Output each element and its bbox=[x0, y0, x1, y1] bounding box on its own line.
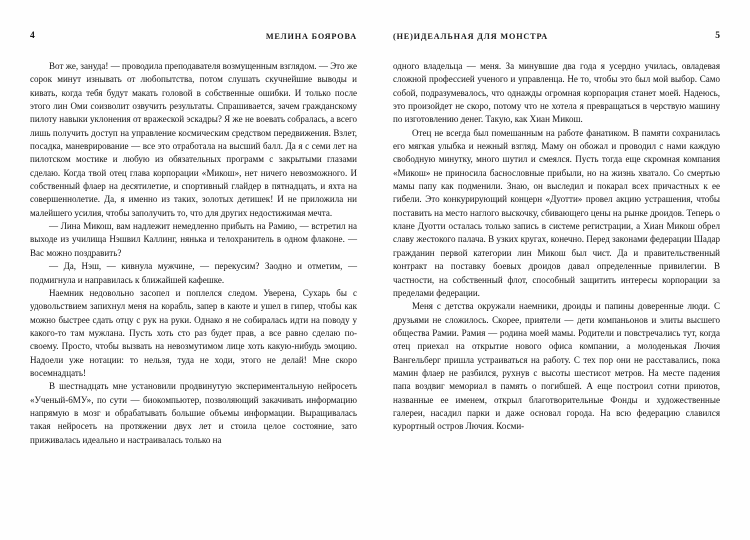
page-number-right: 5 bbox=[715, 31, 720, 41]
paragraph: — Лина Микош, вам надлежит немедленно прибыть на Рамию, — встретил на выходе из училища Нэшвил Каллинг, нянька и телохранитель в одном флаконе. — Вас можно поздравить? bbox=[30, 221, 357, 258]
page-right bbox=[375, 0, 750, 540]
running-head-right bbox=[393, 28, 720, 44]
paragraph: — Да, Нэш, — кивнула мужчине, — перекусим? Заодно и отметим, — подмигнула и направилась к ближайшей кафешке. bbox=[30, 261, 357, 285]
paragraph: Наемник недовольно засопел и поплелся следом. Уверена, Сухарь бы с удовольствием запихнул меня на корабль, запер в каюте и ушел в гипер, чтобы как можно быстрее сдать отцу с рук на руки. Однако я не собиралась идти на поводу у какого-то там мужлана. Пусть хоть сто раз будет прав, а все равно сделаю по-своему. Просто, чтобы вызвать на невозмутимом лице хоть какую-нибудь эмоцию. Надоели уже нотации: то нельзя, туда не ходи, этого не делай! Мне скоро восемнадцать! bbox=[30, 287, 357, 378]
body-text-left bbox=[30, 60, 357, 447]
running-head-author: МЕЛИНА БОЯРОВА bbox=[265, 31, 357, 41]
body-text-right bbox=[393, 60, 720, 434]
paragraph: Меня с детства окружали наемники, дроиды и папины доверенные люди. С друзьями не сложилось. Скорее, приятели — дети компаньонов и элиты высшего общества Рамии. Рамия — родина моей мамы. Родители и повстречались тут, когда отец приехал на открытие нового офиса компании, а молоденькая Лючия Вангельберг пришла устраиваться на работу. С тех пор они не расставались, пока мамин флаер не разбился, рухнув с высоты шестисот метров. На месте падения папа воздвиг мемориал в память о погибшей. А еще построил сотни приютов, названные ее именем, открыл благотворительные Фонды и художественные галереи, насадил парки и даже основал города. На всю федерацию славился курортный остров Лючия. Косми- bbox=[393, 301, 720, 432]
paragraph: Отец не всегда был помешанным на работе фанатиком. В памяти сохранилась его мягкая улыбка и нежный взгляд. Маму он обожал и проводил с нами каждую свободную минутку, много шутил и смеялся. Пусть тогда еще скромная компания «Микош» не приносила баснословные прибыли, но на жизнь хватало. Со смертью мамы папу как подменили. Знаю, он выследил и покарал всех причастных к ее гибели. Это конкурирующий концерн «Дуотти» провел акцию устрашения, чтобы поставить на место наглого выскочку, сбивающего цены на рынке дроидов. Теперь о клане Дуотти осталась только запись в системе регистрации, а Хиан Микош обрел славу жестокого палача. В узких кругах, конечно. Перед законами федерации Шадар гражданин первой категории лин Микош был чист. Да и правительственный контракт на поставку боевых дроидов давал определенные привилегии. В частности, на собственный флот, способный защитить интересы корпорации за пределами федерации. bbox=[393, 127, 720, 298]
running-head-title: (НЕ)ИДЕАЛЬНАЯ ДЛЯ МОНСТРА bbox=[393, 31, 549, 41]
paragraph: одного владельца — меня. За минувшие два года я усердно училась, овладевая сложной профессией ученого и управленца. Не то, чтобы это был мой выбор. Само собой, подразумевалось, что однажды огромная корпорация станет моей. Надеюсь, это произойдет не скоро, потому что не хотела я превращаться в черствую машину по изготовлению денег. Такую, как Хиан Микош. bbox=[393, 61, 720, 125]
running-head-left bbox=[30, 28, 357, 44]
paragraph: Вот же, зануда! — проводила преподавателя возмущенным взглядом. — Это же сорок минут изнывать от любопытства, потом слушать скучнейшие выводы и кивать, когда тебя будут макать головой в собственные ошибки. И только после этого лин Оми соизволит озвучить результаты. Спрашивается, зачем гражданскому пилоту навыки уклонения от вражеской эскадры? Я же не воевать собралась, а всего лишь получить доступ на управление космическим средством передвижения. Взлет, посадка, маневрирование — все это отработала на высший балл. Да я с семи лет на пилотском мостике и любую из обязательных программ с закрытыми глазами сделаю. Когда твой отец глава корпорации «Микош», нет ничего невозможного. И собственный флаер на десятилетие, и спортивный глайдер в пятнадцать, и яхта на совершеннолетие. Да, я именно из таких, золотых детишек! И не приложила ни малейшего усилия, чтобы заполучить то, что для других недостижимая мечта. bbox=[30, 61, 357, 218]
page-number-left: 4 bbox=[30, 31, 35, 41]
paragraph: В шестнадцать мне установили продвинутую экспериментальную нейросеть «Ученый-6МУ», по сути — биокомпьютер, позволяющий закачивать информацию напрямую в мозг и обрабатывать большие объемы информации. Выращивалась такая нейросеть на протяжении двух лет и стоила целое состояние, зато приживалась идеально и настраивалась только на bbox=[30, 381, 357, 445]
